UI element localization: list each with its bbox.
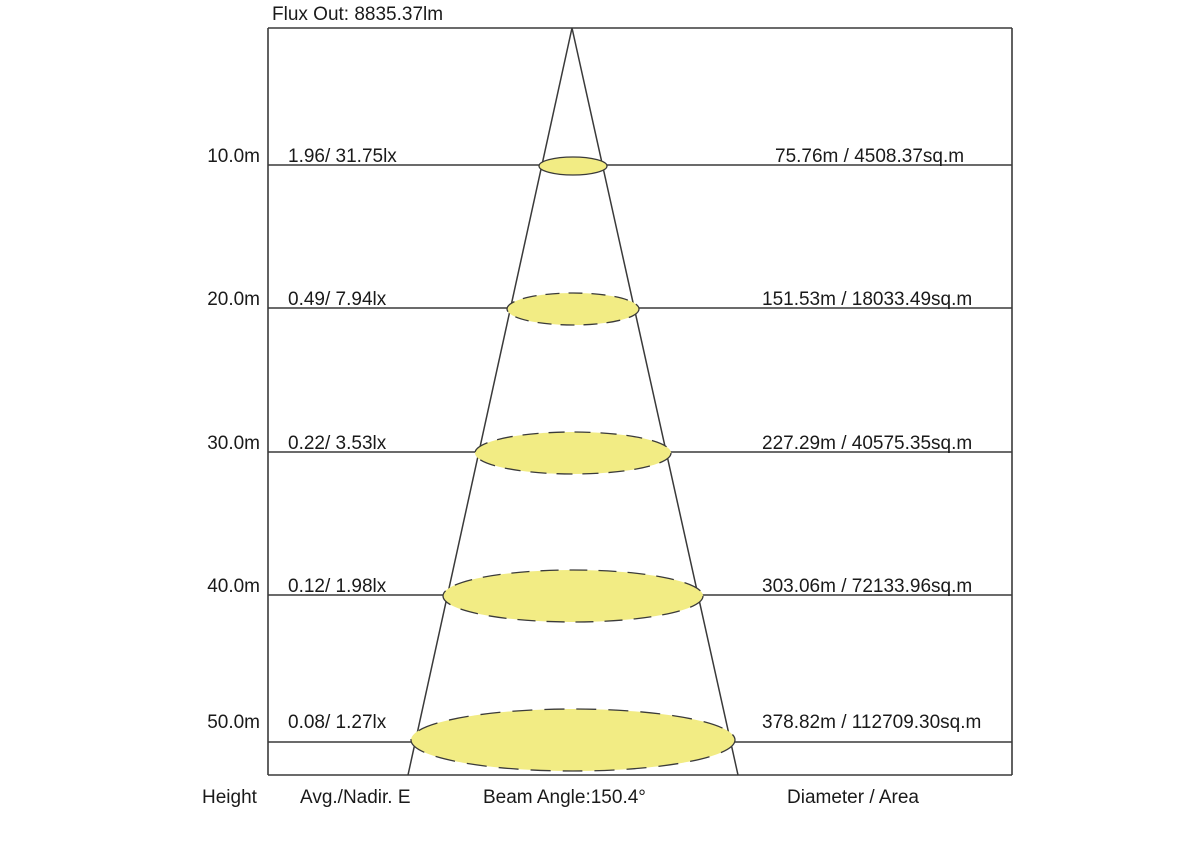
avg-nadir-value-20m: 0.49/ 7.94lx (288, 289, 387, 310)
beam-ellipse-40m (443, 570, 703, 622)
beam-ellipse-30m (475, 432, 671, 474)
diameter-area-value-20m: 151.53m / 18033.49sq.m (762, 289, 973, 310)
column-title-beam-angle: Beam Angle:150.4° (483, 787, 646, 808)
flux-out-label: Flux Out: 8835.37lm (272, 4, 444, 25)
column-title-avg-nadir: Avg./Nadir. E (300, 787, 411, 808)
diameter-area-value-10m: 75.76m / 4508.37sq.m (775, 146, 965, 167)
beam-ellipse-20m (507, 293, 639, 325)
avg-nadir-value-40m: 0.12/ 1.98lx (288, 576, 387, 597)
height-value-30m: 30.0m (207, 433, 260, 454)
column-title-height: Height (202, 787, 257, 808)
height-value-10m: 10.0m (207, 146, 260, 167)
beam-ellipse-10m (539, 157, 607, 175)
height-value-40m: 40.0m (207, 576, 260, 597)
avg-nadir-value-30m: 0.22/ 3.53lx (288, 433, 387, 454)
cone-left-edge (408, 28, 572, 775)
diameter-area-value-50m: 378.82m / 112709.30sq.m (762, 712, 982, 733)
column-title-diameter-area: Diameter / Area (787, 787, 919, 808)
diameter-area-value-40m: 303.06m / 72133.96sq.m (762, 576, 973, 597)
diameter-area-value-30m: 227.29m / 40575.35sq.m (762, 433, 973, 454)
beam-ellipse-50m (411, 709, 735, 771)
cone-right-edge (572, 28, 738, 775)
avg-nadir-value-50m: 0.08/ 1.27lx (288, 712, 387, 733)
height-value-50m: 50.0m (207, 712, 260, 733)
avg-nadir-value-10m: 1.96/ 31.75lx (288, 146, 397, 167)
height-value-20m: 20.0m (207, 289, 260, 310)
